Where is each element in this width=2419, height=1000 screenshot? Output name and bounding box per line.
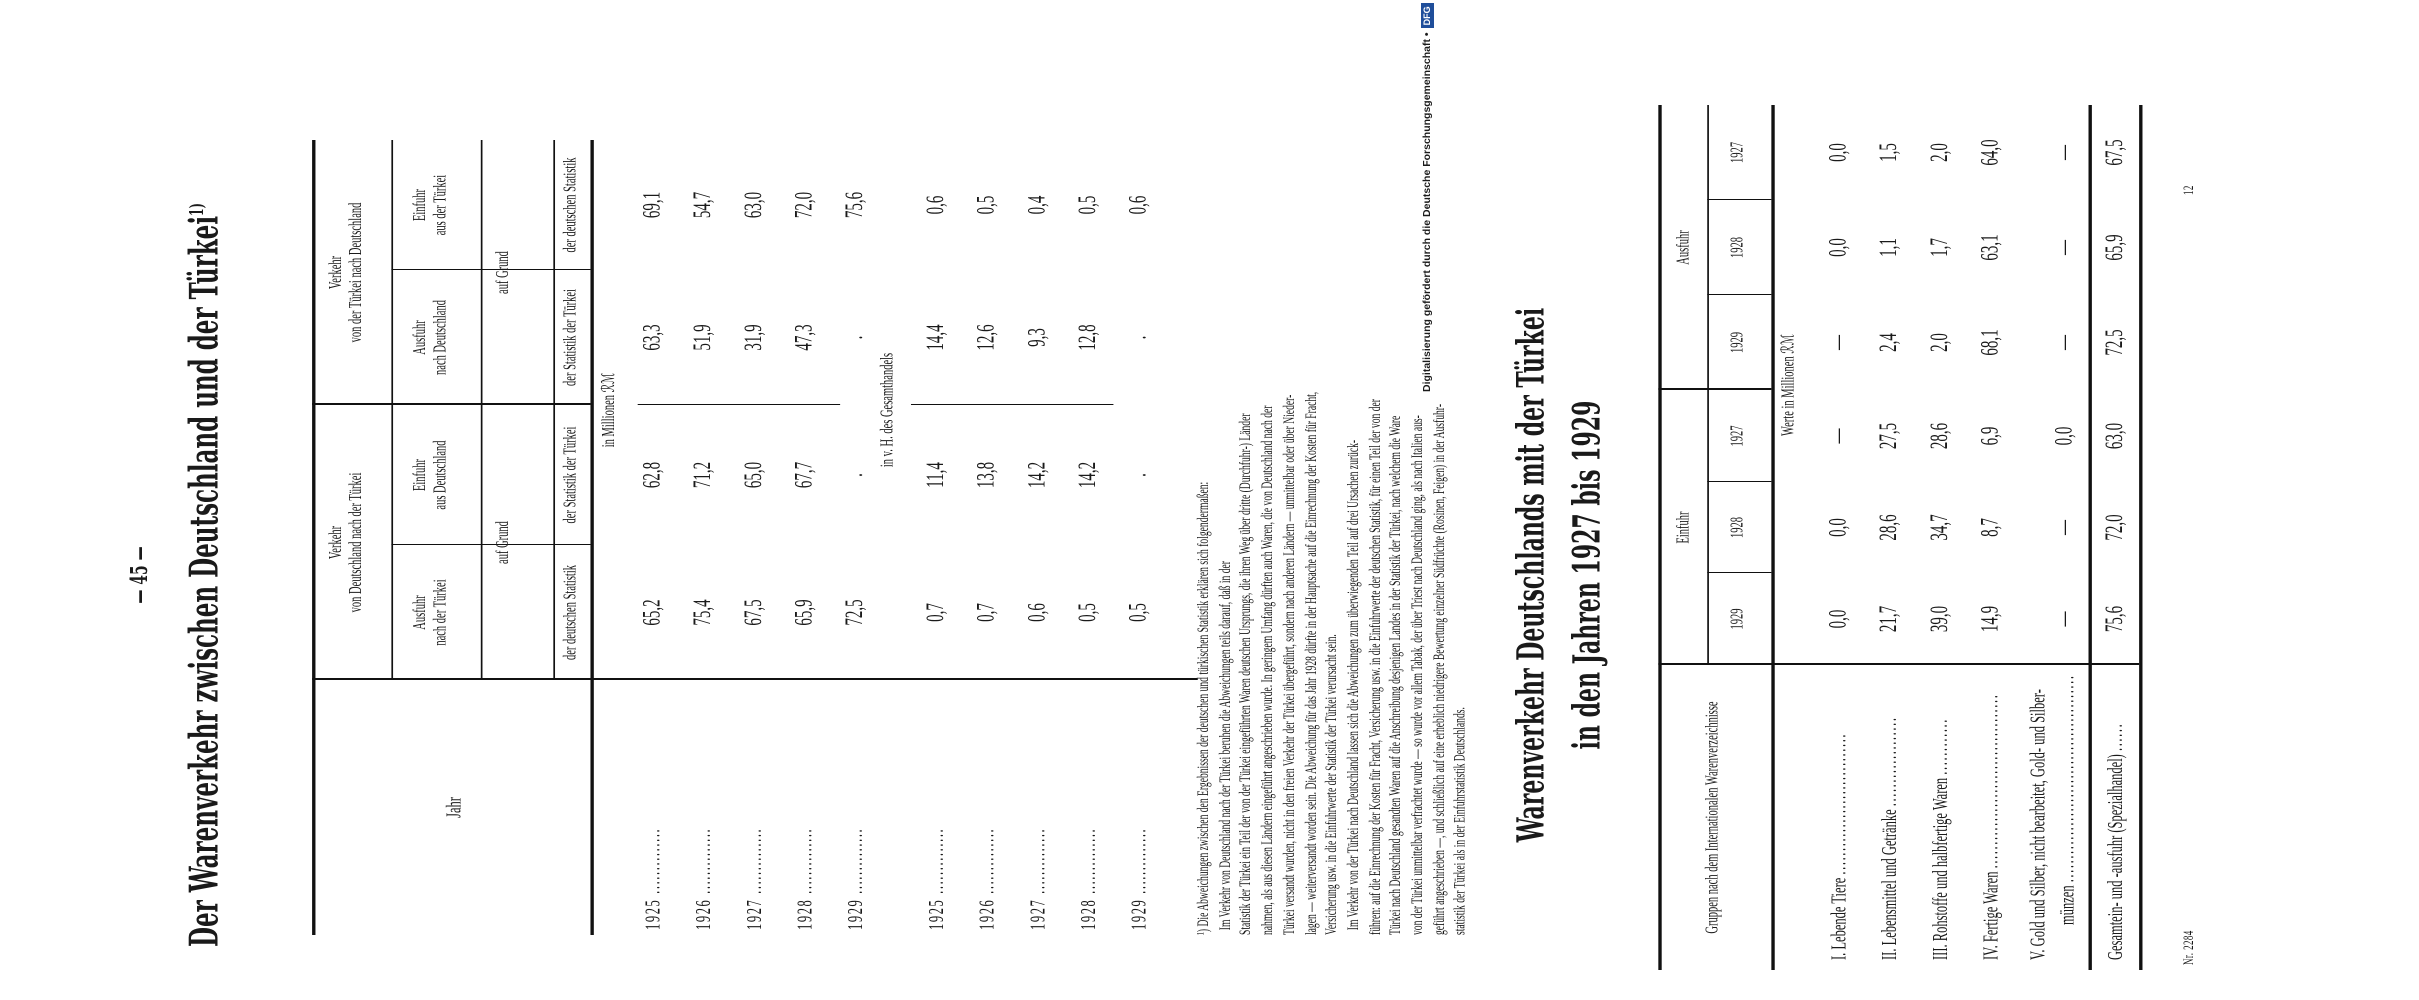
subheader-ausfuhr-deutschland: Ausfuhr nach Deutschland [411, 300, 451, 375]
dfg-logo: DFG [1421, 3, 1434, 28]
table1-sub-rule [481, 140, 483, 680]
table-row-year: 1926 .............. [691, 827, 716, 930]
col-header-jahr: Jahr [441, 797, 466, 818]
cell-value: 71,2 [689, 461, 717, 489]
table-row-year: 1925 .............. [924, 827, 949, 930]
col-header-einfuhr: Einfuhr [1675, 511, 1694, 544]
cell-value: 31,9 [740, 324, 768, 351]
total-value: 63,0 [2102, 422, 2129, 450]
page-small-number: 12 [2179, 185, 2197, 195]
table1-title: Der Warenverkehr zwischen Deutschland und der Türkei$^{1)}$ [182, 203, 228, 947]
cell-value: . [1125, 473, 1153, 477]
table2-title-line1: Warenverkehr Deutschlands mit der Türkei [1509, 307, 1554, 843]
cell-value: 2,0 [1926, 333, 1954, 352]
cell-value: 0,6 [1024, 603, 1052, 622]
col-header-gruppen: Gruppen nach dem Internationalen Warenverzeichnisse [1703, 701, 1723, 934]
cell-value: 0,5 [1074, 195, 1102, 215]
cell-value: 0,5 [1074, 603, 1102, 622]
document-page [0, 139, 2419, 1000]
dfg-sidebar [1420, 8, 1434, 392]
cell-value: — [2051, 520, 2079, 535]
cell-value: 75,4 [689, 599, 717, 626]
cell-value: — [2051, 240, 2079, 255]
cell-value: 6,9 [1977, 426, 2005, 446]
cell-value: 8,7 [1977, 518, 2005, 537]
group-header-tr-de: Verkehr von der Türkei nach Deutschland [327, 202, 367, 343]
cell-value: 39,0 [1926, 605, 1954, 633]
cell-value: 54,7 [689, 191, 717, 219]
table1-top-rule [312, 140, 315, 935]
col-header-year: 1929 [1729, 608, 1748, 630]
table1-header-rule [590, 140, 593, 935]
total-value: 72,0 [2102, 514, 2129, 541]
cell-value: 67,5 [740, 599, 768, 626]
cell-value: 27,5 [1875, 422, 1903, 450]
table2-bottom-rule [2139, 105, 2142, 970]
cell-value: 0,5 [1125, 603, 1153, 622]
col-header-year: 1928 [1729, 517, 1748, 538]
cell-value: 72,5 [841, 599, 869, 626]
table1-sub-rule [553, 140, 555, 680]
cell-value: 63,0 [740, 191, 768, 219]
table-row-label: III. Rohstoffe und halbfertige Waren ............ [1928, 718, 1952, 960]
table-row-year: 1927 .............. [1025, 827, 1050, 930]
cell-value: . [841, 473, 869, 477]
col-header-year: 1928 [1729, 237, 1748, 258]
cell-value: 0,0 [1825, 238, 1853, 257]
cell-value: 51,9 [689, 324, 717, 351]
cell-value: 14,2 [1074, 461, 1102, 489]
unit-prozent: in v. H. des Gesamthandels [878, 352, 898, 468]
table-row-year: 1926 .............. [975, 827, 999, 930]
auf-grund-label: auf Grund [494, 251, 513, 294]
cell-value: 68,1 [1977, 329, 2005, 356]
total-value: 75,6 [2102, 605, 2129, 633]
cell-value: 2,4 [1875, 333, 1903, 352]
col-header-ausfuhr: Ausfuhr [1675, 230, 1694, 265]
table-row-label: I. Lebende Tiere .............................. [1827, 732, 1851, 960]
table-row-year: 1927 .............. [742, 827, 766, 930]
cell-value: 2,0 [1926, 143, 1954, 162]
cell-value: 12,6 [973, 324, 1001, 351]
table-row-year: 1929 .............. [1126, 827, 1151, 930]
cell-value: 34,7 [1926, 514, 1954, 541]
table-row-year: 1928 .............. [792, 827, 817, 930]
cell-value: 1,7 [1926, 238, 1954, 257]
cell-value: 64,0 [1977, 139, 2005, 166]
cell-value: 65,0 [740, 461, 768, 489]
table2-header-rule [1771, 105, 1774, 970]
cell-value: 65,2 [639, 599, 667, 626]
dfg-text: Digitalisierung gefördert durch die Deutsche Forschungsgemeinschaft • [1421, 32, 1433, 392]
total-row-label: Gesamtein- und -ausfuhr (Spezialhandel) ...... [2103, 722, 2128, 960]
cell-value: 0,5 [973, 195, 1001, 215]
table-row-year: 1928 .............. [1076, 827, 1100, 930]
source-deutsche-statistik: der deutschen Statistik [561, 564, 581, 661]
cell-value: 0,0 [1825, 518, 1853, 537]
cell-value: 28,6 [1926, 422, 1954, 450]
cell-value: 0,7 [973, 603, 1001, 622]
cell-value: . [841, 335, 869, 340]
cell-value: 21,7 [1875, 605, 1903, 633]
table-row-label: V. Gold und Silber, nicht bearbeitet, Gold- und Silber- [2026, 689, 2050, 960]
cell-value: 0,0 [1825, 143, 1853, 162]
table2-top-rule [1658, 105, 1661, 970]
cell-value: 65,9 [791, 599, 819, 626]
cell-value: 9,3 [1024, 328, 1052, 347]
table2-title-line2: in den Jahren 1927 bis 1929 [1565, 400, 1610, 750]
source-statistik-tuerkei: der Statistik der Türkei [561, 426, 581, 524]
total-value: 65,9 [2102, 234, 2129, 261]
cell-value: 63,3 [639, 324, 667, 351]
subheader-einfuhr-deutschland: Einfuhr aus Deutschland [411, 440, 451, 510]
cell-value: 0,6 [922, 195, 950, 215]
subheader-ausfuhr-tuerkei: Ausfuhr nach der Türkei [411, 579, 451, 646]
subheader-einfuhr-tuerkei: Einfuhr aus der Türkei [411, 174, 451, 236]
group-header-de-tr: Verkehr von Deutschland nach der Türkei [327, 472, 367, 613]
cell-value: 47,3 [791, 324, 819, 351]
table-row-label-cont: münzen ............................................ [2054, 674, 2079, 925]
cell-value: 62,8 [639, 461, 667, 489]
table-row-year: 1925 .............. [641, 827, 665, 930]
total-value: 67,5 [2102, 139, 2129, 166]
footnote: ¹) Die Abweichungen zwischen den Ergebnissen der deutschen und türkischen Statistik erklären sich folgendermaßen: Im Verkehr von Deutschland nach der Türkei beruhen die Abweichungen teils darauf, daß in der Statistik der Türkei ein Teil der von der Türkei eingeführten Waren deutschen Ursprungs, die ihren Weg über dritte (Durchfuhr-) Länder nahmen, als aus diesen Ländern eingeführt angeschrieben wurde. In geringem Umfang dürften auch Waren, die von Deutschland nach der Türkei versandt wurden, nicht in den freien Verkehr der Türkei übergeführt, sondern nach anderen Ländern — unmittelbar oder über Nieder- lagen — weiterversandt worden sein. Die Abweichung für das Jahr 1928 dürfte in der Hauptsache auf die Einrechnung der Kosten für Fracht, Versicherung usw. in die Einfuhrwerte der Statistik der Türkei verursacht sein. Im Verkehr von der Türkei nach Deutschland lassen sich die Abweichungen zum überwiegenden Teil auf drei Ursachen zurück- führen: auf die Einrechnung der Kosten für Fracht, Versicherung usw. in die Einfuhrwerte der deutschen Statistik, für einen Teil der von der Türkei nach Deutschland gesandten Waren auf die Anschreibung desjenigen Landes in der Statistik der Türkei, nach welchem die Ware von der Türkei unmittelbar verfrachtet wurde — so wurde vor allem Tabak, der über Triest nach Deutschland ging, als nach Italien aus- geführt angeschrieben —, und schließlich auf eine erheblich niedrigere Bewertung einzelner Südfrüchte (Rosinen, Feigen) in der Ausfuhr- statistik der Türkei als in der Einfuhrstatistik Deutschlands. [1194, 391, 1471, 935]
cell-value: 69,1 [639, 191, 667, 219]
cell-value: 0,0 [2051, 426, 2079, 446]
cell-value: 75,6 [841, 191, 869, 219]
source-deutsche-statistik: der deutschen Statistik [561, 157, 581, 253]
cell-value: 1,5 [1875, 143, 1903, 162]
total-value: 72,5 [2102, 329, 2129, 356]
cell-value: 67,7 [791, 461, 819, 489]
source-statistik-tuerkei: der Statistik der Türkei [561, 289, 581, 386]
table-row-year: 1929 .............. [843, 827, 868, 930]
unit-werte: Werte in Millionen ℛℳ [1779, 334, 1799, 436]
cell-value: 13,8 [973, 461, 1001, 489]
cell-value: — [2051, 145, 2079, 160]
page-number: — 45 — [126, 546, 154, 604]
cell-value: 0,7 [922, 603, 950, 622]
col-header-year: 1927 [1729, 142, 1748, 163]
table1-sub-rule [391, 140, 393, 680]
document-number: Nr. 2284 [2179, 930, 2197, 965]
cell-value: — [2051, 335, 2079, 350]
cell-value: 0,4 [1024, 195, 1052, 215]
cell-value: 12,8 [1074, 324, 1102, 351]
cell-value: 0,0 [1825, 609, 1853, 629]
table-row-label: II. Lebensmittel und Getränke ................... [1877, 716, 1902, 960]
cell-value: — [1825, 335, 1853, 350]
cell-value: 28,6 [1875, 514, 1903, 541]
table-row-label: IV. Fertige Waren ..................................... [1978, 693, 2003, 960]
col-header-year: 1927 [1729, 425, 1748, 447]
cell-value: 14,4 [922, 324, 950, 351]
cell-value: . [1125, 335, 1153, 340]
cell-value: 72,0 [791, 191, 819, 219]
cell-value: — [1825, 428, 1853, 444]
table2-total-rule [2089, 105, 2092, 970]
cell-value: 1,1 [1875, 238, 1903, 257]
title-footnote-ref: 1) [186, 203, 209, 216]
cell-value: 14,2 [1024, 461, 1052, 489]
unit-millionen: in Millionen ℛℳ [600, 372, 620, 448]
cell-value: — [2051, 611, 2079, 627]
cell-value: 14,9 [1977, 605, 2005, 633]
col-header-year: 1929 [1729, 332, 1748, 353]
cell-value: 11,4 [922, 462, 950, 488]
auf-grund-label: auf Grund [494, 521, 513, 564]
cell-value: 63,1 [1977, 234, 2005, 261]
cell-value: 0,6 [1125, 195, 1153, 215]
table2-sub-rule [1707, 105, 1709, 665]
